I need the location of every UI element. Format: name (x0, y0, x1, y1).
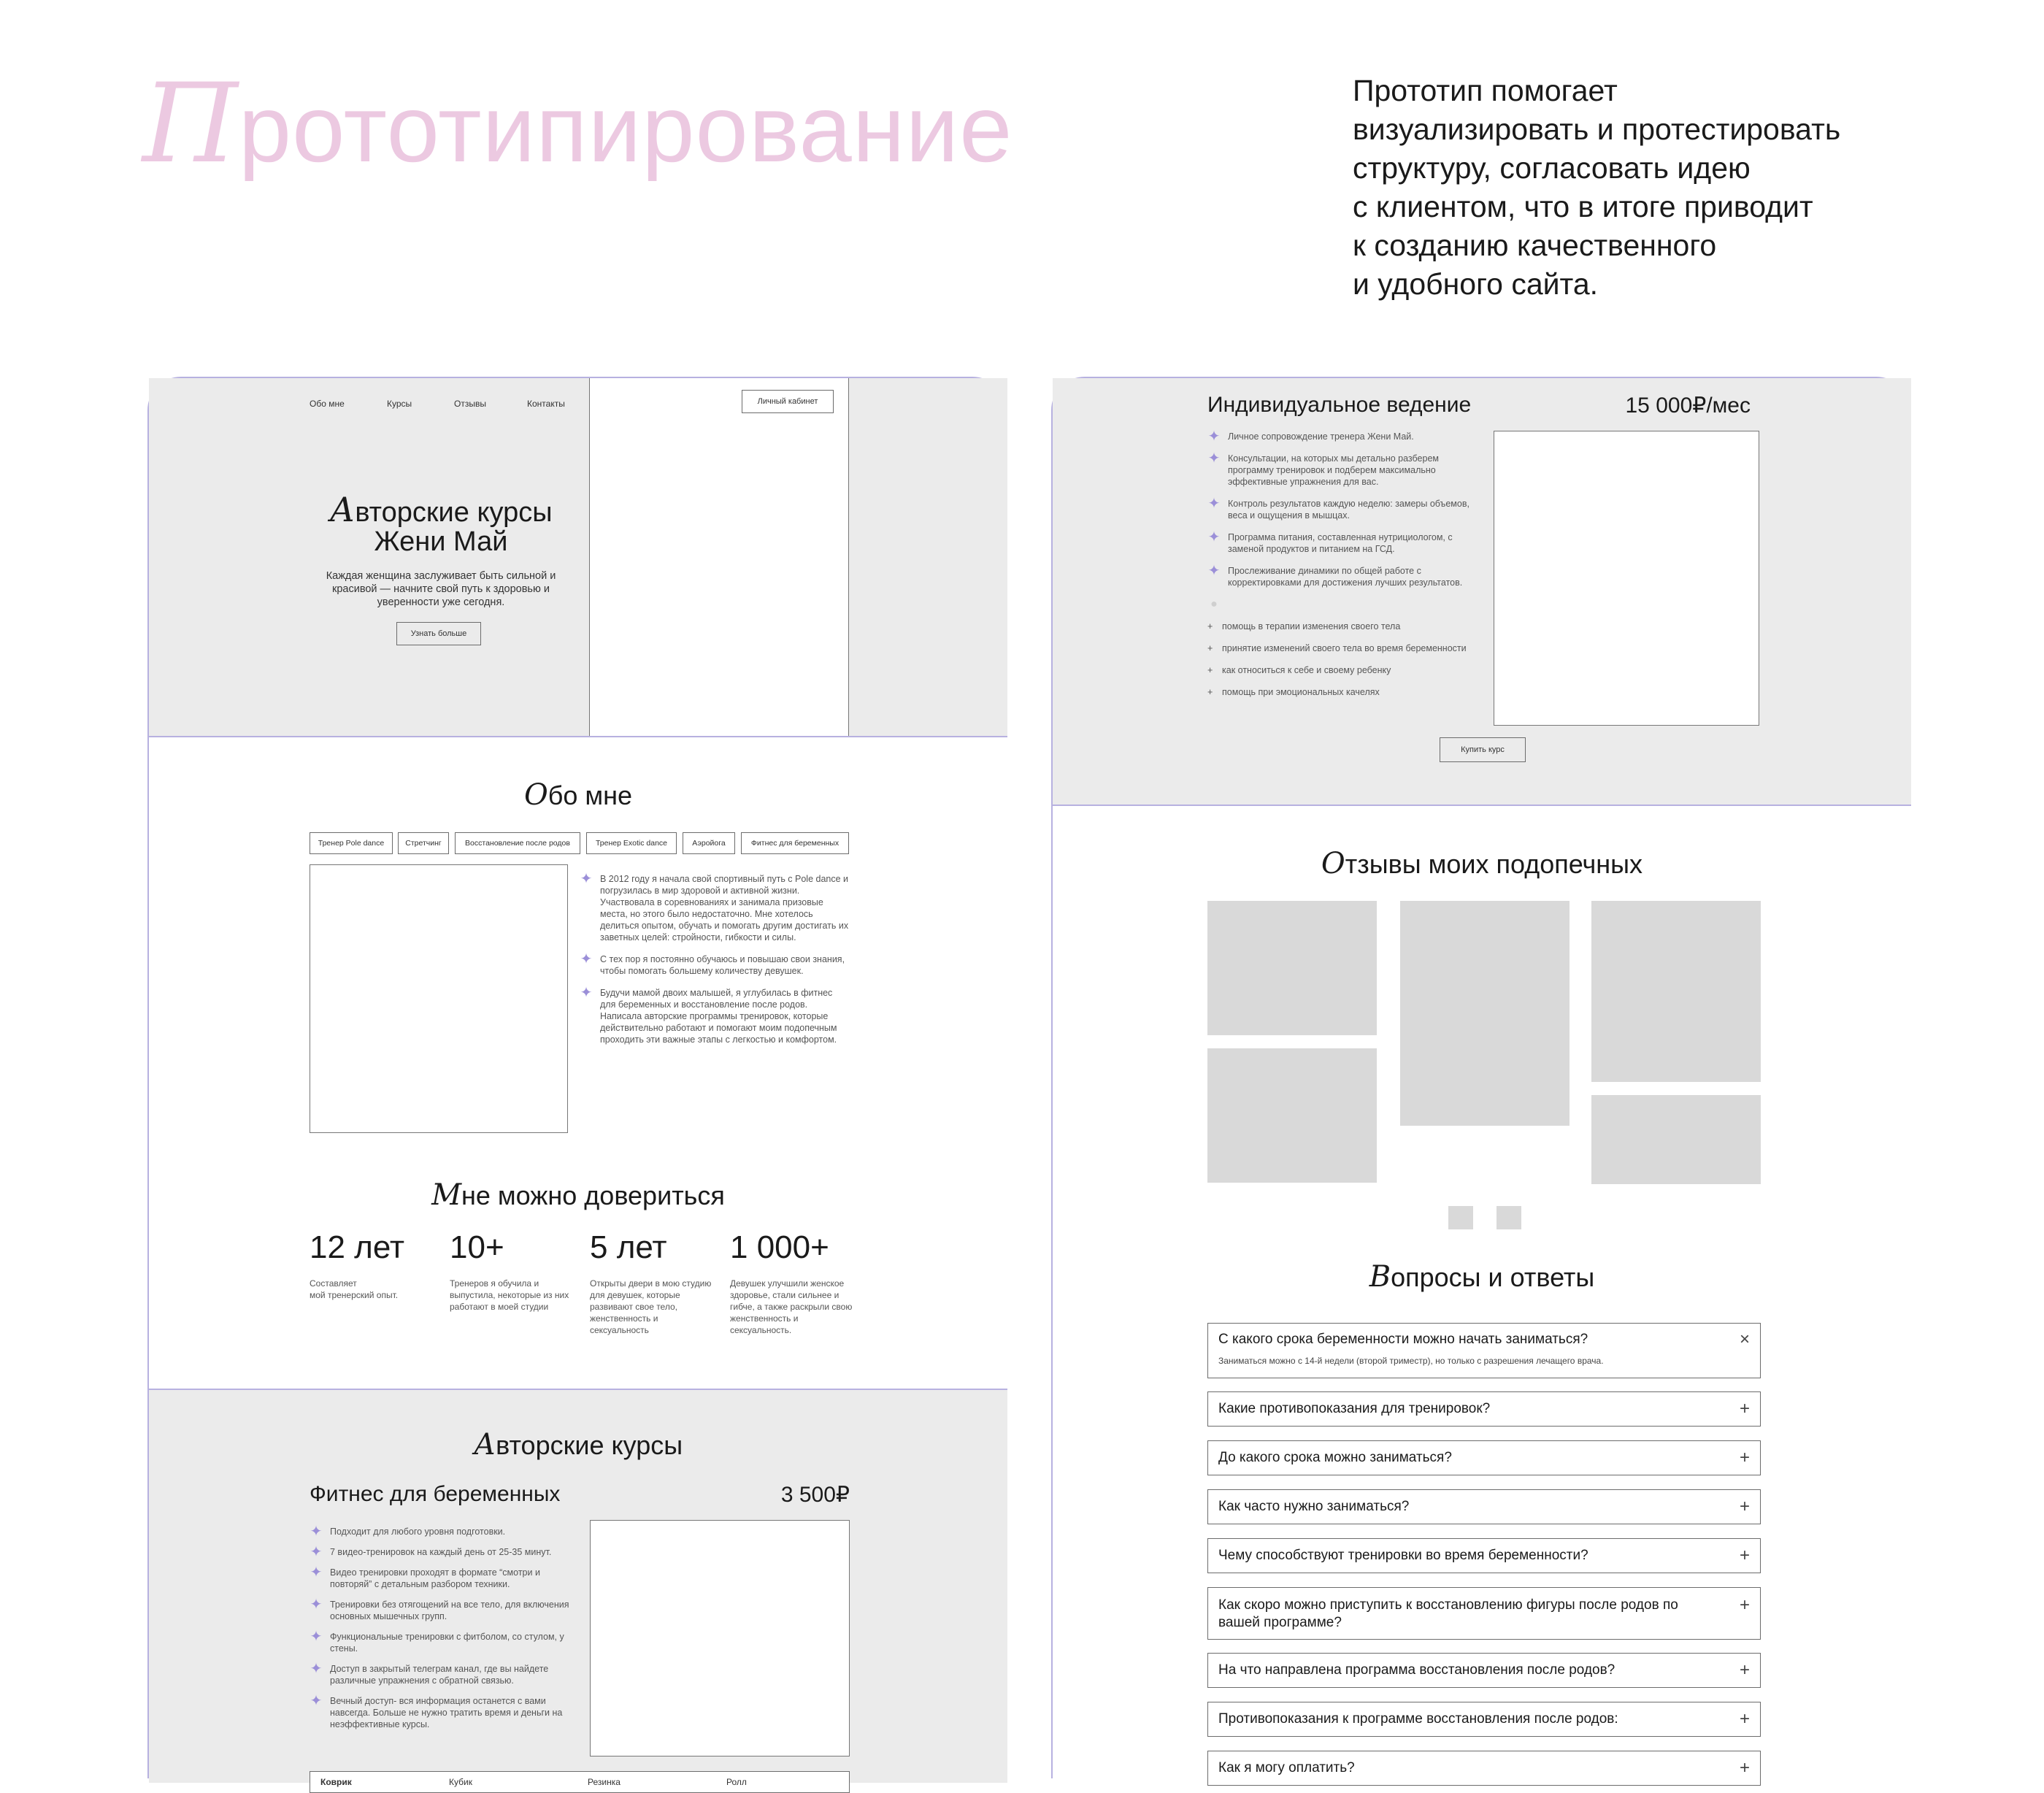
stat-number: 5 лет (590, 1229, 667, 1265)
sparkle-icon: ✦ (1207, 496, 1221, 512)
course-bullet: ✦ 7 видео-тренировок на каждый день от 25-35 минут. (310, 1544, 552, 1560)
stat-description: Девушек улучшили женское здоровье, стали сильнее и гибче, а также раскрыли свою женственность и сексуальность. (730, 1278, 853, 1335)
close-icon[interactable]: × (1739, 1329, 1750, 1349)
individual-price: 15 000₽/мес (1625, 393, 1751, 418)
individual-section (1053, 378, 1911, 805)
sparkle-icon: ✦ (580, 871, 593, 887)
about-text (580, 873, 850, 1045)
plus-icon: + (1207, 621, 1213, 631)
page-title-rest: рототипирование (238, 75, 1013, 182)
stat-description: Составляет мой тренерский опыт. (310, 1278, 399, 1300)
reviews-section (1053, 805, 1911, 1783)
nav-link-about[interactable]: Обо мне (310, 399, 345, 409)
nav-link-reviews[interactable]: Отзывы (454, 399, 486, 409)
sparkle-icon: ✦ (310, 1661, 323, 1677)
review-card[interactable] (1591, 1095, 1761, 1184)
course-bullet: ✦ Видео тренировки проходят в формате “смотри и повторяй” с детальным разбором техники. (310, 1564, 540, 1589)
reviews-title (1053, 847, 1911, 880)
course-bullet: ✦ Вечный доступ- вся информация останется с вами навсегда. Больше не нужно тратить время и деньги на неэффективные курсы. (310, 1693, 563, 1729)
hero-image-placeholder (589, 378, 849, 736)
about-paragraph: ✦ Будучи мамой двоих малышей, я углубилась в фитнес для беременных и восстановление после родов. Написала авторские программы тренировок, которые действительно работают и помогают моим подопечным проходить эти важные этапы с легкостью и комфортом. (580, 985, 837, 1045)
intro-text: Прототип помогает визуализировать и протестировать структуру, согласовать идею с клиентом, что в итоге приводит к созданию качественного и удобного сайта. (1353, 74, 1841, 301)
trust-title (149, 1178, 1007, 1212)
hero-subtitle: Каждая женщина заслуживает быть сильной и красивой — начните свой путь к здоровью и уверенности уже сегодня. (326, 570, 556, 608)
about-title-rest: бо мне (548, 780, 633, 810)
plus-icon: + (1207, 687, 1213, 697)
plus-icon: + (1207, 665, 1213, 675)
hero-title-line2: Жени Май (374, 526, 508, 557)
sparkle-icon: ✦ (1207, 450, 1221, 467)
sparkle-icon: ✦ (310, 1629, 323, 1645)
faq-item[interactable] (1207, 1587, 1761, 1640)
individual-extra: + помощь при эмоциональных качелях (1207, 687, 1380, 697)
course-name: Фитнес для беременных (310, 1482, 561, 1506)
faq-question: Как скоро можно приступить к восстановлению фигуры после родов по вашей программе? (1218, 1597, 1678, 1630)
review-card[interactable] (1591, 901, 1761, 1082)
stat-number: 10+ (450, 1229, 504, 1265)
faq-title-initial: В (1369, 1260, 1391, 1294)
individual-bullet: ✦ Контроль результатов каждую неделю: замеры объемов, веса и ощущения в мышцах. (1207, 496, 1469, 521)
trust-title-initial: М (431, 1178, 462, 1212)
individual-bullet (1207, 599, 1478, 610)
hero-title-line1: вторские курсы (355, 497, 553, 528)
faq-item[interactable] (1207, 1538, 1761, 1573)
about-photo-placeholder (310, 864, 568, 1133)
prototype-frame-left (147, 377, 1006, 1787)
tag-exotic-dance[interactable]: Тренер Exotic dance (586, 832, 677, 854)
faq-item[interactable] (1207, 1751, 1761, 1786)
faq-question: Какие противопоказания для тренировок? (1218, 1401, 1491, 1416)
course-bullet: ✦ Функциональные тренировки с фитболом, со стулом, у стены. (310, 1629, 564, 1654)
faq-question: С какого срока беременности можно начать заниматься? (1218, 1332, 1588, 1347)
tag-aeroyoga[interactable]: Аэройога (683, 832, 735, 854)
sparkle-icon: ✦ (310, 1597, 323, 1613)
sparkle-icon: ✦ (310, 1693, 323, 1709)
stat-description: Тренеров я обучила и выпустила, некоторые из них работают в моей студии (450, 1278, 569, 1312)
courses-title-rest: вторские курсы (496, 1430, 683, 1460)
course-price: 3 500₽ (780, 1483, 850, 1507)
stat-item (590, 1229, 714, 1336)
review-card[interactable] (1400, 901, 1570, 1126)
plus-icon[interactable]: + (1739, 1709, 1750, 1729)
course-image-placeholder (590, 1520, 850, 1756)
faq-question: Противопоказания к программе восстановления после родов: (1218, 1711, 1618, 1727)
prototype-frame-right (1051, 377, 1910, 1778)
course-bullet: ✦ Доступ в закрытый телеграм канал, где вы найдете различные упражнения с обратной связью. (310, 1661, 549, 1686)
individual-bullets (1207, 431, 1478, 698)
hero-title-initial: А (329, 490, 356, 529)
plus-icon[interactable]: + (1739, 1448, 1750, 1467)
course-bullet: ✦ Подходит для любого уровня подготовки. (310, 1524, 506, 1540)
tag-postpartum[interactable]: Восстановление после родов (455, 832, 580, 854)
stat-number: 12 лет (310, 1229, 405, 1265)
faq-item-open[interactable] (1207, 1323, 1761, 1378)
individual-extra: + помощь в терапии изменения своего тела (1207, 621, 1401, 631)
faq-title-rest: опросы и ответы (1391, 1262, 1595, 1292)
equipment-item: Ролл (726, 1777, 747, 1787)
faq-question: На что направлена программа восстановления после родов? (1218, 1662, 1615, 1678)
sparkle-icon: ✦ (310, 1524, 323, 1540)
faq-answer: Заниматься можно с 14-й недели (второй триместр), но только с разрешения лечащего врача. (1218, 1356, 1604, 1366)
nav-link-contacts[interactable]: Контакты (527, 399, 565, 409)
faq-question: До какого срока можно заниматься? (1218, 1450, 1452, 1465)
course-bullets (310, 1526, 572, 1730)
about-title-initial: О (523, 778, 548, 812)
sparkle-icon: ✦ (310, 1564, 323, 1581)
review-card[interactable] (1207, 901, 1377, 1035)
faq-question: Как часто нужно заниматься? (1218, 1499, 1410, 1514)
individual-bullet: ✦ Личное сопровождение тренера Жени Май. (1207, 429, 1414, 445)
hero-section (149, 378, 1007, 736)
about-title (149, 778, 1007, 812)
trust-title-rest: не можно довериться (461, 1180, 725, 1210)
page-title-initial: П (142, 61, 239, 188)
plus-icon[interactable]: + (1739, 1497, 1750, 1516)
tag-stretching[interactable]: Стретчинг (398, 832, 449, 854)
sparkle-icon: ✦ (1207, 563, 1221, 579)
faq-title (1053, 1260, 1911, 1294)
courses-title (149, 1428, 1007, 1462)
tag-pregnancy-fitness[interactable]: Фитнес для беременных (741, 832, 849, 854)
carousel-prev-button[interactable] (1448, 1206, 1473, 1229)
account-button[interactable]: Личный кабинет (742, 390, 834, 413)
stat-item (730, 1229, 854, 1336)
sparkle-icon: ✦ (1207, 429, 1221, 445)
nav-link-courses[interactable]: Курсы (387, 399, 412, 409)
stat-description: Открыты двери в мою студию для девушек, которые развивают свое тело, женственность и сексуальность (590, 1278, 712, 1335)
faq-question: Чему способствуют тренировки во время беременности? (1218, 1548, 1588, 1563)
about-section (149, 736, 1007, 1389)
sparkle-icon: ✦ (580, 985, 593, 1001)
faq-question: Как я могу оплатить? (1218, 1760, 1355, 1775)
plus-icon[interactable]: + (1739, 1595, 1750, 1615)
individual-bullet: ✦ Программа питания, составленная нутрициологом, с заменой продуктов и питанием на ГСД. (1207, 529, 1453, 554)
faq-item[interactable] (1207, 1702, 1761, 1737)
plus-icon[interactable]: + (1739, 1546, 1750, 1565)
individual-title: Индивидуальное ведение (1207, 393, 1472, 417)
faq-item[interactable] (1207, 1391, 1761, 1427)
tag-pole-dance[interactable]: Тренер Pole dance (310, 832, 393, 854)
bullet-dot-icon: ● (1210, 598, 1218, 610)
review-card[interactable] (1207, 1048, 1377, 1183)
reviews-title-rest: тзывы моих подопечных (1345, 849, 1643, 879)
sparkle-icon: ✦ (310, 1544, 323, 1560)
reviews-title-initial: О (1321, 847, 1345, 880)
about-paragraph: ✦ С тех пор я постоянно обучаюсь и повышаю свои знания, чтобы помогать большему количеству девушек. (580, 951, 845, 976)
individual-bullet: ✦ Консультации, на которых мы детально разберем программу тренировок и подберем максимально эффективные упражнения для вас. (1207, 450, 1439, 487)
individual-extra: + как относиться к себе и своему ребенку (1207, 665, 1391, 675)
plus-icon: + (1207, 643, 1213, 653)
courses-section (149, 1389, 1007, 1787)
plus-icon[interactable]: + (1739, 1758, 1750, 1778)
individual-bullet: ✦ Прослеживание динамики по общей работе с корректировками для достижения лучших результатов. (1207, 563, 1463, 588)
stat-item (310, 1229, 434, 1301)
stat-number: 1 000+ (730, 1229, 829, 1265)
buy-course-button[interactable]: Купить курс (1440, 737, 1526, 762)
course-bullet: ✦ Тренировки без отягощений на все тело, для включения основных мышечных групп. (310, 1597, 569, 1621)
faq-item[interactable] (1207, 1440, 1761, 1475)
equipment-item: Коврик (320, 1777, 352, 1787)
sparkle-icon: ✦ (580, 951, 593, 967)
page-title (142, 61, 1013, 188)
equipment-item: Резинка (588, 1777, 620, 1787)
individual-image-placeholder (1494, 431, 1759, 726)
plus-icon[interactable]: + (1739, 1660, 1750, 1680)
hero-title (295, 490, 587, 557)
equipment-item: Кубик (449, 1777, 472, 1787)
courses-title-initial: А (473, 1428, 496, 1462)
about-paragraph: ✦ В 2012 году я начала свой спортивный путь с Pole dance и погрузилась в мир здоровой и активной жизни. Участвовала в соревнованиях и занимала призовые места, но этого было недостаточно. Мне хотелось делиться опытом, обучать и помогать другим достигать их заветных целей: стройности, гибкости и силы. (580, 871, 849, 942)
sparkle-icon: ✦ (1207, 529, 1221, 545)
faq-item[interactable] (1207, 1489, 1761, 1524)
equipment-table (310, 1771, 850, 1793)
carousel-next-button[interactable] (1496, 1206, 1521, 1229)
individual-extra: + принятие изменений своего тела во время беременности (1207, 643, 1467, 653)
learn-more-button[interactable]: Узнать больше (396, 622, 481, 645)
stat-item (450, 1229, 574, 1313)
faq-item[interactable] (1207, 1653, 1761, 1688)
plus-icon[interactable]: + (1739, 1399, 1750, 1418)
